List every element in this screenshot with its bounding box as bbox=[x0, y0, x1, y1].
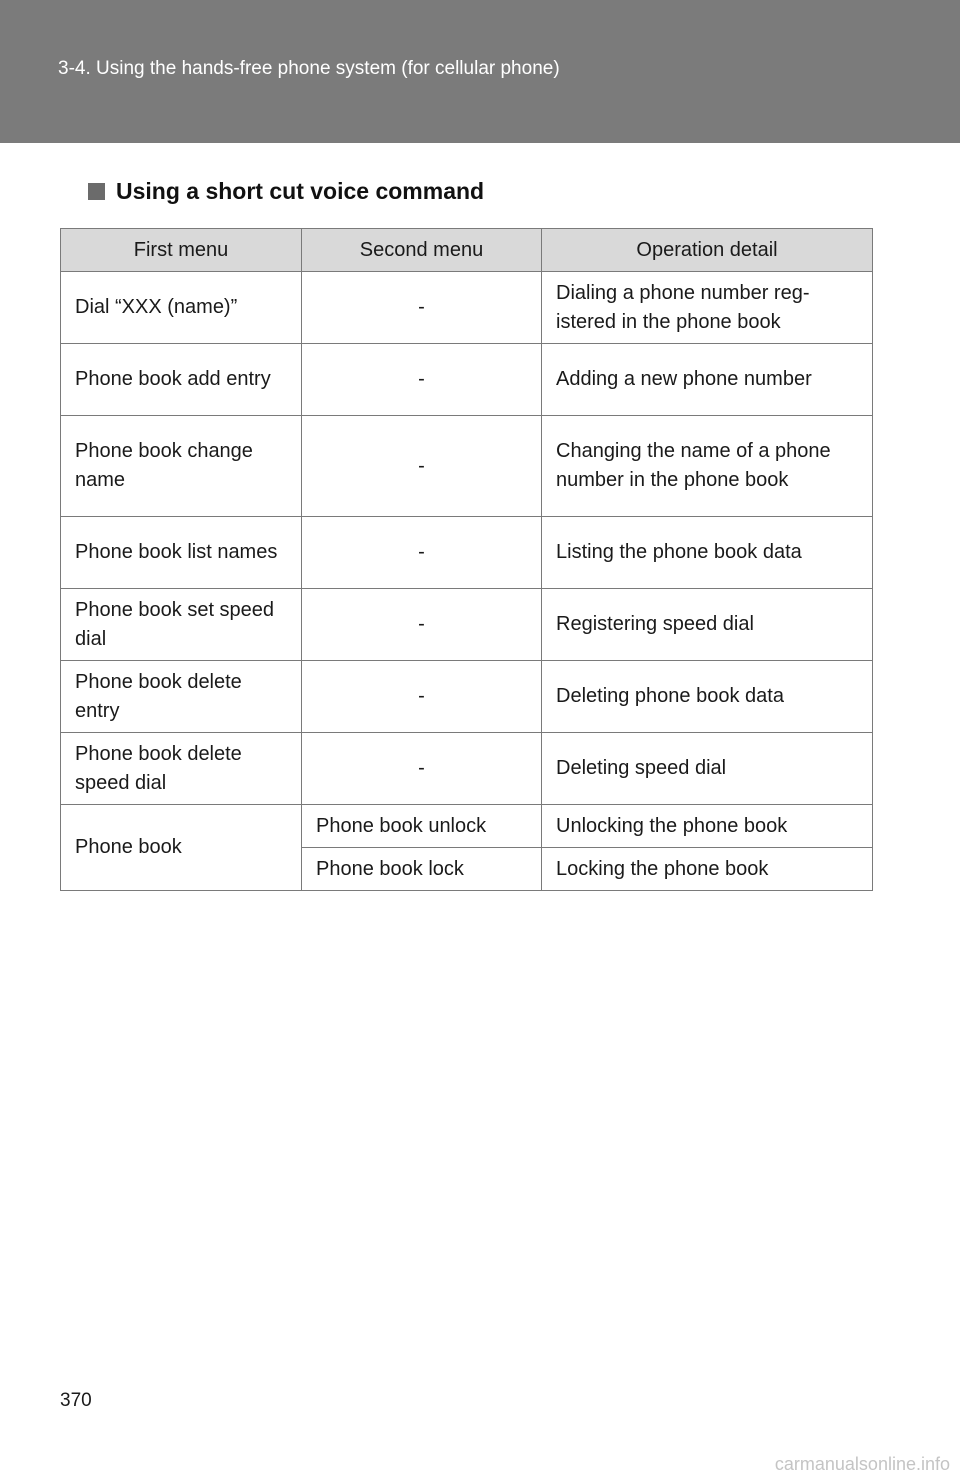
second-menu-cell: - bbox=[302, 661, 542, 733]
second-menu-cell: - bbox=[302, 589, 542, 661]
section-heading bbox=[88, 178, 484, 205]
table-header-row bbox=[61, 229, 873, 272]
table-row bbox=[61, 661, 873, 733]
second-menu-cell: - bbox=[302, 344, 542, 416]
second-menu-cell: Phone book unlock bbox=[302, 805, 542, 848]
table-row bbox=[61, 589, 873, 661]
watermark-text: carmanualsonline.info bbox=[774, 1454, 950, 1474]
first-menu-cell: Phone book list names bbox=[61, 517, 302, 589]
first-menu-cell: Phone book delete entry bbox=[61, 661, 302, 733]
header-operation-detail: Operation detail bbox=[542, 229, 873, 272]
header-band bbox=[0, 0, 960, 143]
second-menu-cell: - bbox=[302, 416, 542, 517]
header-second-menu: Second menu bbox=[302, 229, 542, 272]
operation-detail-cell: Deleting phone book data bbox=[542, 661, 873, 733]
page-number: 370 bbox=[60, 1390, 92, 1411]
second-menu-cell: - bbox=[302, 517, 542, 589]
first-menu-cell: Phone book bbox=[61, 805, 302, 891]
voice-command-table bbox=[60, 228, 873, 891]
square-bullet-icon bbox=[88, 183, 105, 200]
operation-detail-cell: Unlocking the phone book bbox=[542, 805, 873, 848]
operation-detail-cell: Listing the phone book data bbox=[542, 517, 873, 589]
operation-detail-cell: Dialing a phone number reg- istered in the phone book bbox=[542, 272, 873, 344]
second-menu-cell: - bbox=[302, 733, 542, 805]
operation-detail-cell: Changing the name of a phone number in the phone book bbox=[542, 416, 873, 517]
table-row bbox=[61, 517, 873, 589]
table-row bbox=[61, 416, 873, 517]
header-first-menu: First menu bbox=[61, 229, 302, 272]
table-row bbox=[61, 272, 873, 344]
first-menu-cell: Phone book set speed dial bbox=[61, 589, 302, 661]
first-menu-cell: Phone book add entry bbox=[61, 344, 302, 416]
operation-detail-cell: Deleting speed dial bbox=[542, 733, 873, 805]
first-menu-cell: Phone book change name bbox=[61, 416, 302, 517]
second-menu-cell: - bbox=[302, 272, 542, 344]
table-row bbox=[61, 344, 873, 416]
first-menu-cell: Phone book delete speed dial bbox=[61, 733, 302, 805]
chapter-title: 3-4. Using the hands-free phone system (for cellular phone) bbox=[58, 58, 560, 79]
operation-detail-cell: Locking the phone book bbox=[542, 848, 873, 891]
second-menu-cell: Phone book lock bbox=[302, 848, 542, 891]
table-row bbox=[61, 733, 873, 805]
operation-detail-cell: Adding a new phone number bbox=[542, 344, 873, 416]
section-heading-text: Using a short cut voice command bbox=[116, 178, 485, 204]
operation-detail-cell: Registering speed dial bbox=[542, 589, 873, 661]
first-menu-cell: Dial “XXX (name)” bbox=[61, 272, 302, 344]
table-row bbox=[61, 805, 873, 848]
